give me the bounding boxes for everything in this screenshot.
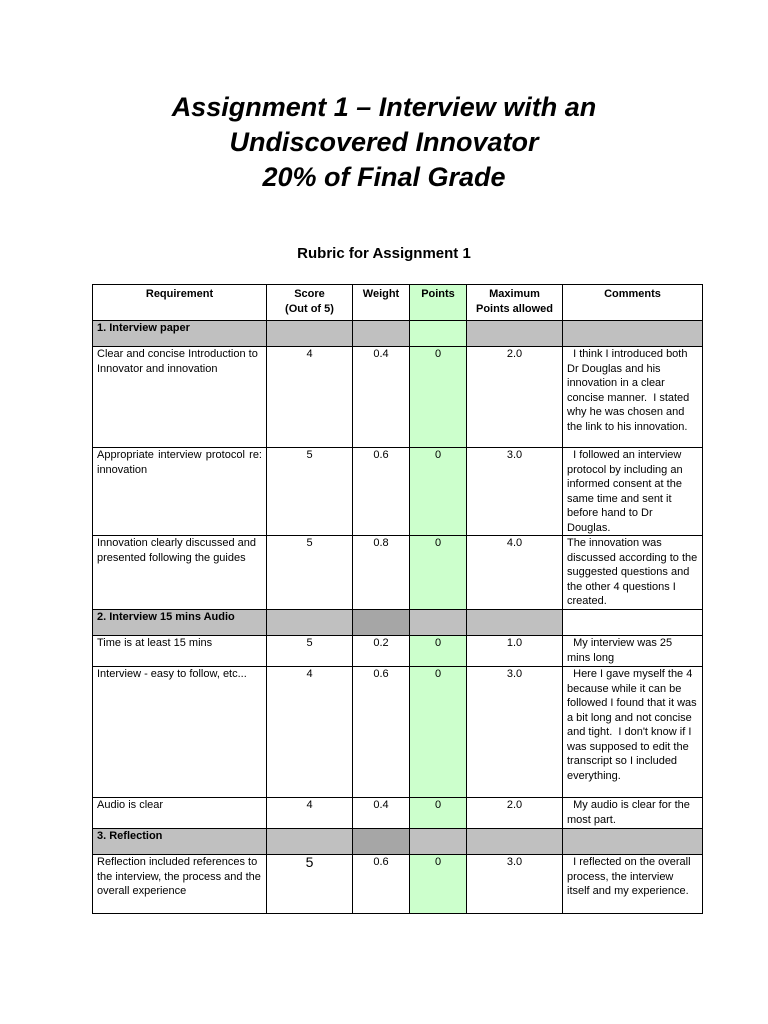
max-cell: 2.0: [467, 347, 563, 448]
header-score-line2: (Out of 5): [285, 302, 334, 315]
weight-cell: 0.6: [353, 855, 410, 914]
score-cell: 5: [267, 448, 353, 536]
score-cell: 4: [267, 798, 353, 829]
weight-cell: 0.8: [353, 536, 410, 610]
points-cell: 0: [410, 855, 467, 914]
table-row: [93, 448, 703, 536]
weight-cell: 0.6: [353, 448, 410, 536]
requirement-cell: Reflection included references to the interview, the process and the overall experience: [93, 855, 267, 914]
score-cell: 5: [267, 636, 353, 667]
score-cell: 5: [267, 536, 353, 610]
header-score: [267, 285, 353, 321]
header-score-line1: Score: [294, 288, 325, 300]
section-header-row: [93, 829, 703, 855]
section-header-row: [93, 610, 703, 636]
comment-cell: Here I gave myself the 4 because while it can be followed I found that it was a bit long and not concise and tight. I don't know if I was supposed to edit the transcript so I included everything.: [563, 667, 703, 798]
score-cell: 5: [267, 855, 353, 914]
requirement-cell: Time is at least 15 mins: [93, 636, 267, 667]
requirement-cell: Appropriate interview protocol re: innovation: [93, 448, 267, 536]
max-cell: 3.0: [467, 855, 563, 914]
points-cell: 0: [410, 636, 467, 667]
title-line-2: Undiscovered Innovator: [229, 127, 539, 157]
points-cell: 0: [410, 798, 467, 829]
table-row: [93, 798, 703, 829]
table-header-row: [93, 285, 703, 321]
comment-cell: I followed an interview protocol by including an informed consent at the same time and sent it before hand to Dr Douglas.: [563, 448, 703, 536]
max-cell: 3.0: [467, 667, 563, 798]
comment-cell: The innovation was discussed according to the suggested questions and the other 4 questions I created.: [563, 536, 703, 610]
points-cell: 0: [410, 448, 467, 536]
header-points: Points: [410, 285, 467, 321]
section-label: 3. Reflection: [93, 829, 267, 855]
header-max-line1: Maximum: [489, 288, 540, 300]
points-cell: 0: [410, 536, 467, 610]
table-row: [93, 855, 703, 914]
max-cell: 3.0: [467, 448, 563, 536]
score-cell: 4: [267, 667, 353, 798]
points-cell: 0: [410, 667, 467, 798]
section-label: 2. Interview 15 mins Audio: [93, 610, 267, 636]
comment-cell: I think I introduced both Dr Douglas and his innovation in a clear concise manner. I stated why he was chosen and the link to his innovation.: [563, 347, 703, 448]
weight-cell: 0.4: [353, 798, 410, 829]
points-cell: 0: [410, 347, 467, 448]
section-header-row: [93, 321, 703, 347]
weight-cell: 0.4: [353, 347, 410, 448]
header-max-line2: Points allowed: [475, 302, 553, 315]
rubric-title: Rubric for Assignment 1: [297, 245, 471, 262]
title-line-3: 20% of Final Grade: [262, 162, 506, 192]
header-weight: Weight: [353, 285, 410, 321]
header-comments: Comments: [563, 285, 703, 321]
section-label: 1. Interview paper: [93, 321, 267, 347]
max-cell: 2.0: [467, 798, 563, 829]
table-row: [93, 536, 703, 610]
header-max: [467, 285, 563, 321]
comment-cell: I reflected on the overall process, the interview itself and my experience.: [563, 855, 703, 914]
table-row: [93, 636, 703, 667]
requirement-cell: Clear and concise Introduction to Innovator and innovation: [93, 347, 267, 448]
comment-cell: My audio is clear for the most part.: [563, 798, 703, 829]
table-row: [93, 347, 703, 448]
document-title: [0, 90, 768, 195]
requirement-cell: Interview - easy to follow, etc...: [93, 667, 267, 798]
table-row: [93, 667, 703, 798]
requirement-cell: Audio is clear: [93, 798, 267, 829]
comment-cell: My interview was 25 mins long: [563, 636, 703, 667]
rubric-table: [92, 284, 703, 914]
header-requirement: Requirement: [93, 285, 267, 321]
requirement-cell: Innovation clearly discussed and presented following the guides: [93, 536, 267, 610]
weight-cell: 0.2: [353, 636, 410, 667]
score-cell: 4: [267, 347, 353, 448]
max-cell: 4.0: [467, 536, 563, 610]
title-line-1: Assignment 1 – Interview with an: [171, 92, 597, 122]
weight-cell: 0.6: [353, 667, 410, 798]
max-cell: 1.0: [467, 636, 563, 667]
